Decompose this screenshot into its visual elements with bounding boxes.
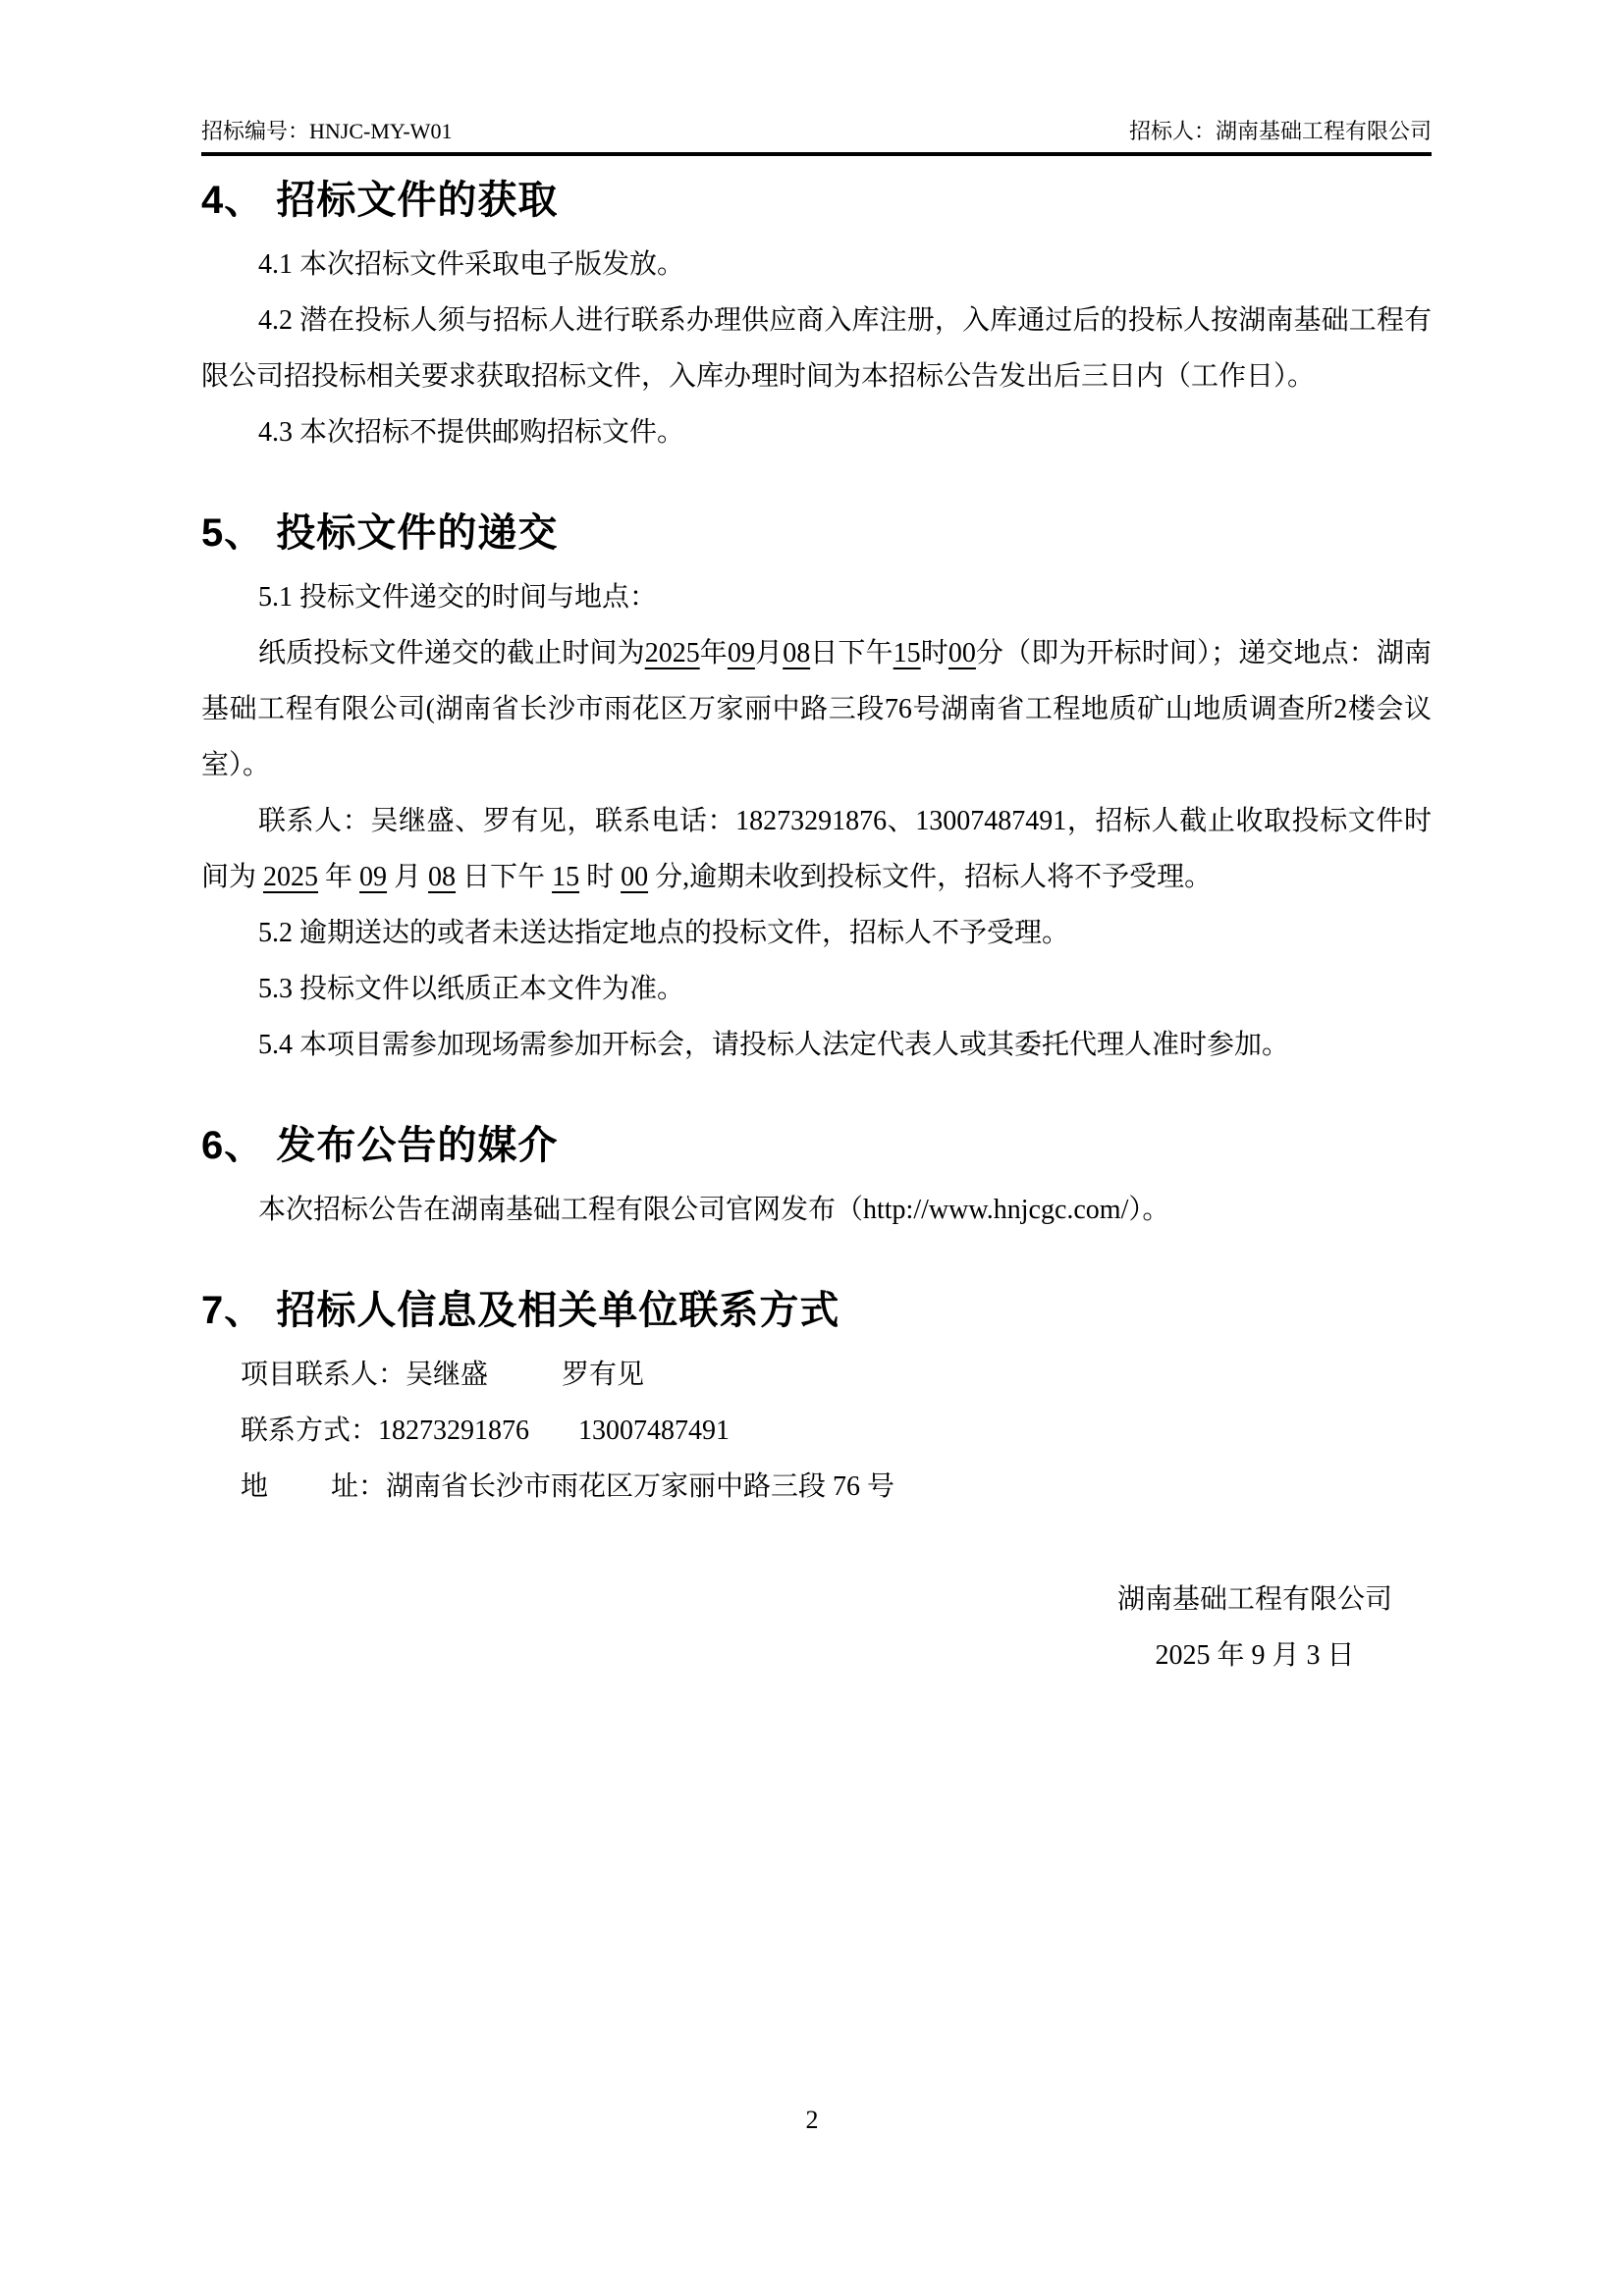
para-deadline xyxy=(201,625,1432,793)
para-6-1: 本次招标公告在湖南基础工程有限公司官网发布（http://www.hnjcgc.com/）。 xyxy=(258,1195,1170,1225)
contact-label: 项目联系人： xyxy=(241,1360,406,1390)
underlined-year: 2025 xyxy=(644,638,700,668)
address-label-left: 地 xyxy=(241,1471,269,1502)
signature-block xyxy=(1058,1572,1451,1683)
text-seg: 月 xyxy=(387,862,429,892)
underlined-hour: 15 xyxy=(552,862,580,892)
project-contact-row xyxy=(241,1347,1432,1403)
bid-number-label: 招标编号：HNJC-MY-W01 xyxy=(201,119,453,143)
para-5-2: 5.2 逾期送达的或者未送达指定地点的投标文件，招标人不予受理。 xyxy=(258,918,1070,948)
para-4-2: 4.2 潜在投标人须与招标人进行联系办理供应商入库注册，入库通过后的投标人按湖南基础工程有限公司招投标相关要求获取招标文件，入库办理时间为本招标公告发出后三日内（工作日）。 xyxy=(201,305,1432,392)
underlined-day: 08 xyxy=(783,638,811,668)
text-seg: 年 xyxy=(318,862,360,892)
address-row xyxy=(241,1459,1432,1515)
text-seg: 纸质投标文件递交的截止时间为 xyxy=(258,638,645,668)
underlined-month: 09 xyxy=(359,862,388,892)
phone-number-2: 13007487491 xyxy=(578,1415,731,1446)
address-label-right: 址： xyxy=(331,1471,387,1502)
para-4-3: 4.3 本次招标不提供邮购招标文件。 xyxy=(258,417,685,448)
phone-number-1: 18273291876 xyxy=(378,1415,530,1446)
para-5-3: 5.3 投标文件以纸质正本文件为准。 xyxy=(258,974,685,1004)
contact-name-1: 吴继盛 xyxy=(406,1360,489,1390)
text-seg: 日下午 xyxy=(456,862,553,892)
text-seg: 分,逾期未收到投标文件，招标人将不予受理。 xyxy=(648,862,1213,892)
section-6-heading: 6、 发布公告的媒介 xyxy=(201,1124,559,1167)
page-number: 2 xyxy=(805,2106,819,2134)
signature-date: 2025 年 9 月 3 日 xyxy=(1155,1640,1355,1671)
section-4-heading: 4、 招标文件的获取 xyxy=(201,179,559,222)
document-header xyxy=(201,118,1432,156)
section-5-heading: 5、 投标文件的递交 xyxy=(201,511,559,555)
para-5-1: 5.1 投标文件递交的时间与地点： xyxy=(258,582,658,613)
text-seg: 时 xyxy=(920,638,948,668)
contact-name-2: 罗有见 xyxy=(562,1360,645,1390)
text-seg: 联系人：吴继盛、罗有见，联系电话：18273291876、13007487491，招标人截止收取投标文件时间为 xyxy=(201,806,1432,892)
underlined-month: 09 xyxy=(727,638,755,668)
address-value: 湖南省长沙市雨花区万家丽中路三段 76 号 xyxy=(386,1471,895,1502)
underlined-minute: 00 xyxy=(947,638,976,668)
page-content xyxy=(201,118,1432,1683)
text-seg: 时 xyxy=(579,862,622,892)
section-7-heading: 7、 招标人信息及相关单位联系方式 xyxy=(201,1289,840,1332)
phone-label: 联系方式： xyxy=(241,1415,379,1446)
para-contact-persons xyxy=(201,793,1432,905)
underlined-minute: 00 xyxy=(621,862,649,892)
underlined-day: 08 xyxy=(428,862,457,892)
text-seg: 分（即为开标时间）；递交地点：湖南基础工程有限公司(湖南省长沙市雨花区万家丽中路三段76号湖南省工程地质矿山地质调查所2楼会议室）。 xyxy=(201,638,1432,780)
para-4-1: 4.1 本次招标文件采取电子版发放。 xyxy=(258,249,685,280)
contact-phone-row xyxy=(241,1403,1432,1459)
underlined-hour: 15 xyxy=(893,638,921,668)
text-seg: 年 xyxy=(699,638,728,668)
signature-company: 湖南基础工程有限公司 xyxy=(1116,1584,1392,1615)
text-seg: 日下午 xyxy=(810,638,893,668)
bidder-name-label: 招标人：湖南基础工程有限公司 xyxy=(1128,119,1432,143)
para-5-4: 5.4 本项目需参加现场需参加开标会，请投标人法定代表人或其委托代理人准时参加。 xyxy=(258,1030,1290,1060)
underlined-year: 2025 xyxy=(263,862,319,892)
text-seg: 月 xyxy=(754,638,784,668)
